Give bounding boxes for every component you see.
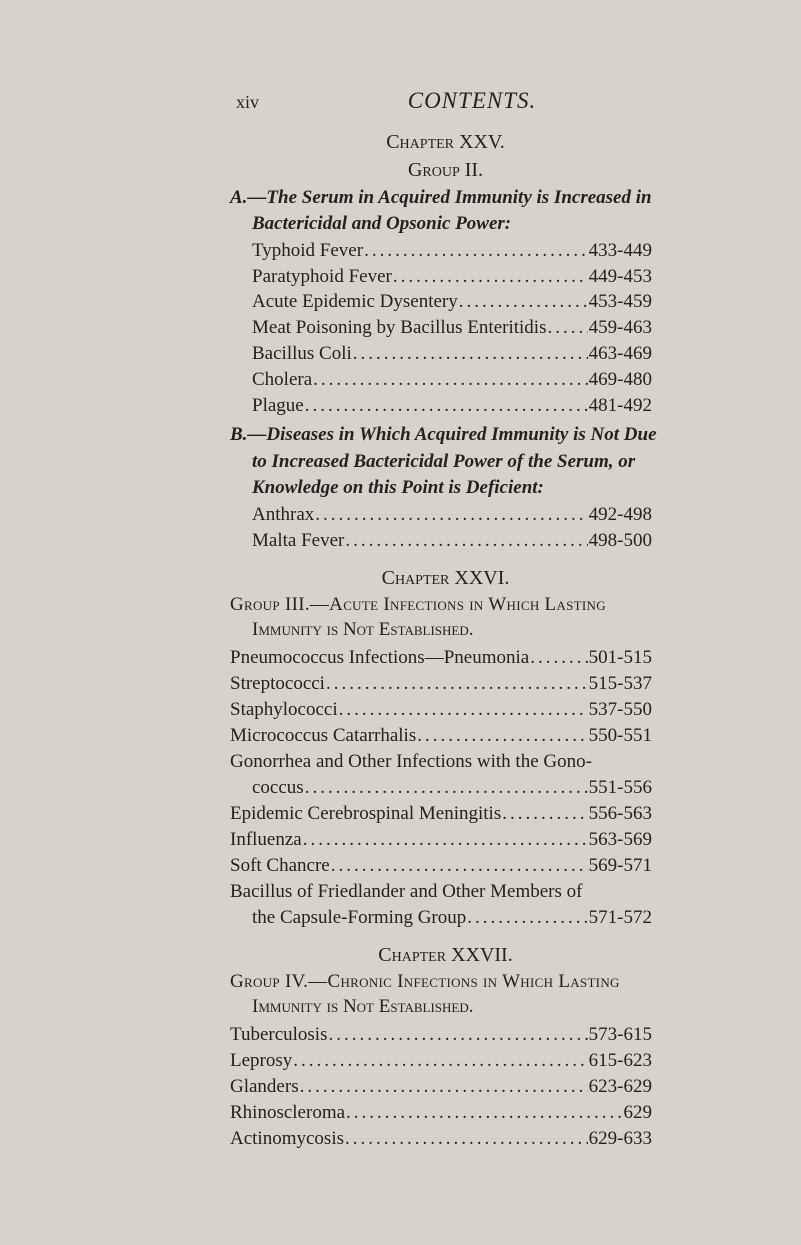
toc-entry: Anthrax ..... 492-498 <box>252 504 652 526</box>
toc-entry: coccus ..... 551-556 <box>252 777 652 799</box>
page-header <box>236 50 692 113</box>
section-a-heading-1: A.—The Serum in Acquired Immunity is Increased in <box>230 187 652 208</box>
toc-entry: Meat Poisoning by Bacillus Enteritidis ..... 459-463 <box>252 317 652 339</box>
toc-entry: Streptococci ..... 515-537 <box>230 673 652 695</box>
section-b-heading-3: Knowledge on this Point is Deficient: <box>252 477 544 498</box>
group-4-heading-2: Immunity is Not Established. <box>252 996 474 1017</box>
group-2-heading: Group II. <box>407 159 484 181</box>
toc-entry: Bacillus Coli ..... 463-469 <box>252 343 652 365</box>
group-3-heading-2: Immunity is Not Established. <box>252 619 474 640</box>
running-title: CONTENTS. <box>407 88 537 113</box>
toc-entry: Micrococcus Catarrhalis ..... 550-551 <box>230 725 652 747</box>
toc-entry: the Capsule-Forming Group ..... 571-572 <box>252 907 652 929</box>
toc-entry: Cholera ..... 469-480 <box>252 369 652 391</box>
toc-entry: Typhoid Fever ..... 433-449 <box>252 240 652 262</box>
toc-entry-wrap-line: Bacillus of Friedlander and Other Members of <box>230 881 583 902</box>
toc-entry: Staphylococci ..... 537-550 <box>230 699 652 721</box>
section-b-heading-1: B.—Diseases in Which Acquired Immunity is Not Due <box>230 424 657 445</box>
toc-entry: Malta Fever ..... 498-500 <box>252 530 652 552</box>
group-4-heading-1: Group IV.—Chronic Infections in Which Lasting <box>230 971 620 992</box>
toc-entry: Plague ..... 481-492 <box>252 395 652 417</box>
toc-entry: Leprosy ..... 615-623 <box>230 1050 652 1072</box>
page-number: xiv <box>236 92 260 112</box>
section-b-heading-2: to Increased Bactericidal Power of the Serum, or <box>252 451 636 472</box>
toc-entry: Glanders ..... 623-629 <box>230 1076 652 1098</box>
toc-entry: Paratyphoid Fever ..... 449-453 <box>252 266 652 288</box>
toc-entry: Rhinoscleroma ..... 629 <box>230 1102 652 1124</box>
chapter-27-title: Chapter XXVII. <box>378 944 513 966</box>
chapter-25-title: Chapter XXV. <box>386 131 505 153</box>
chapter-26-title: Chapter XXVI. <box>381 567 510 589</box>
toc-entry: Tuberculosis ..... 573-615 <box>230 1024 652 1046</box>
group-3-heading-1: Group III.—Acute Infections in Which Lasting <box>230 594 606 615</box>
toc-entry: Actinomycosis ..... 629-633 <box>230 1128 652 1150</box>
toc-entry: Acute Epidemic Dysentery ..... 453-459 <box>252 291 652 313</box>
toc-entry: Soft Chancre ..... 569-571 <box>230 855 652 877</box>
toc-entry: Pneumococcus Infections—Pneumonia ..... 501-515 <box>230 647 652 669</box>
toc-entry: Influenza ..... 563-569 <box>230 829 652 851</box>
toc-entry: Epidemic Cerebrospinal Meningitis ..... 556-563 <box>230 803 652 825</box>
section-a-heading-2: Bactericidal and Opsonic Power: <box>252 213 512 234</box>
toc-entry-wrap-line: Gonorrhea and Other Infections with the Gono- <box>230 751 592 772</box>
